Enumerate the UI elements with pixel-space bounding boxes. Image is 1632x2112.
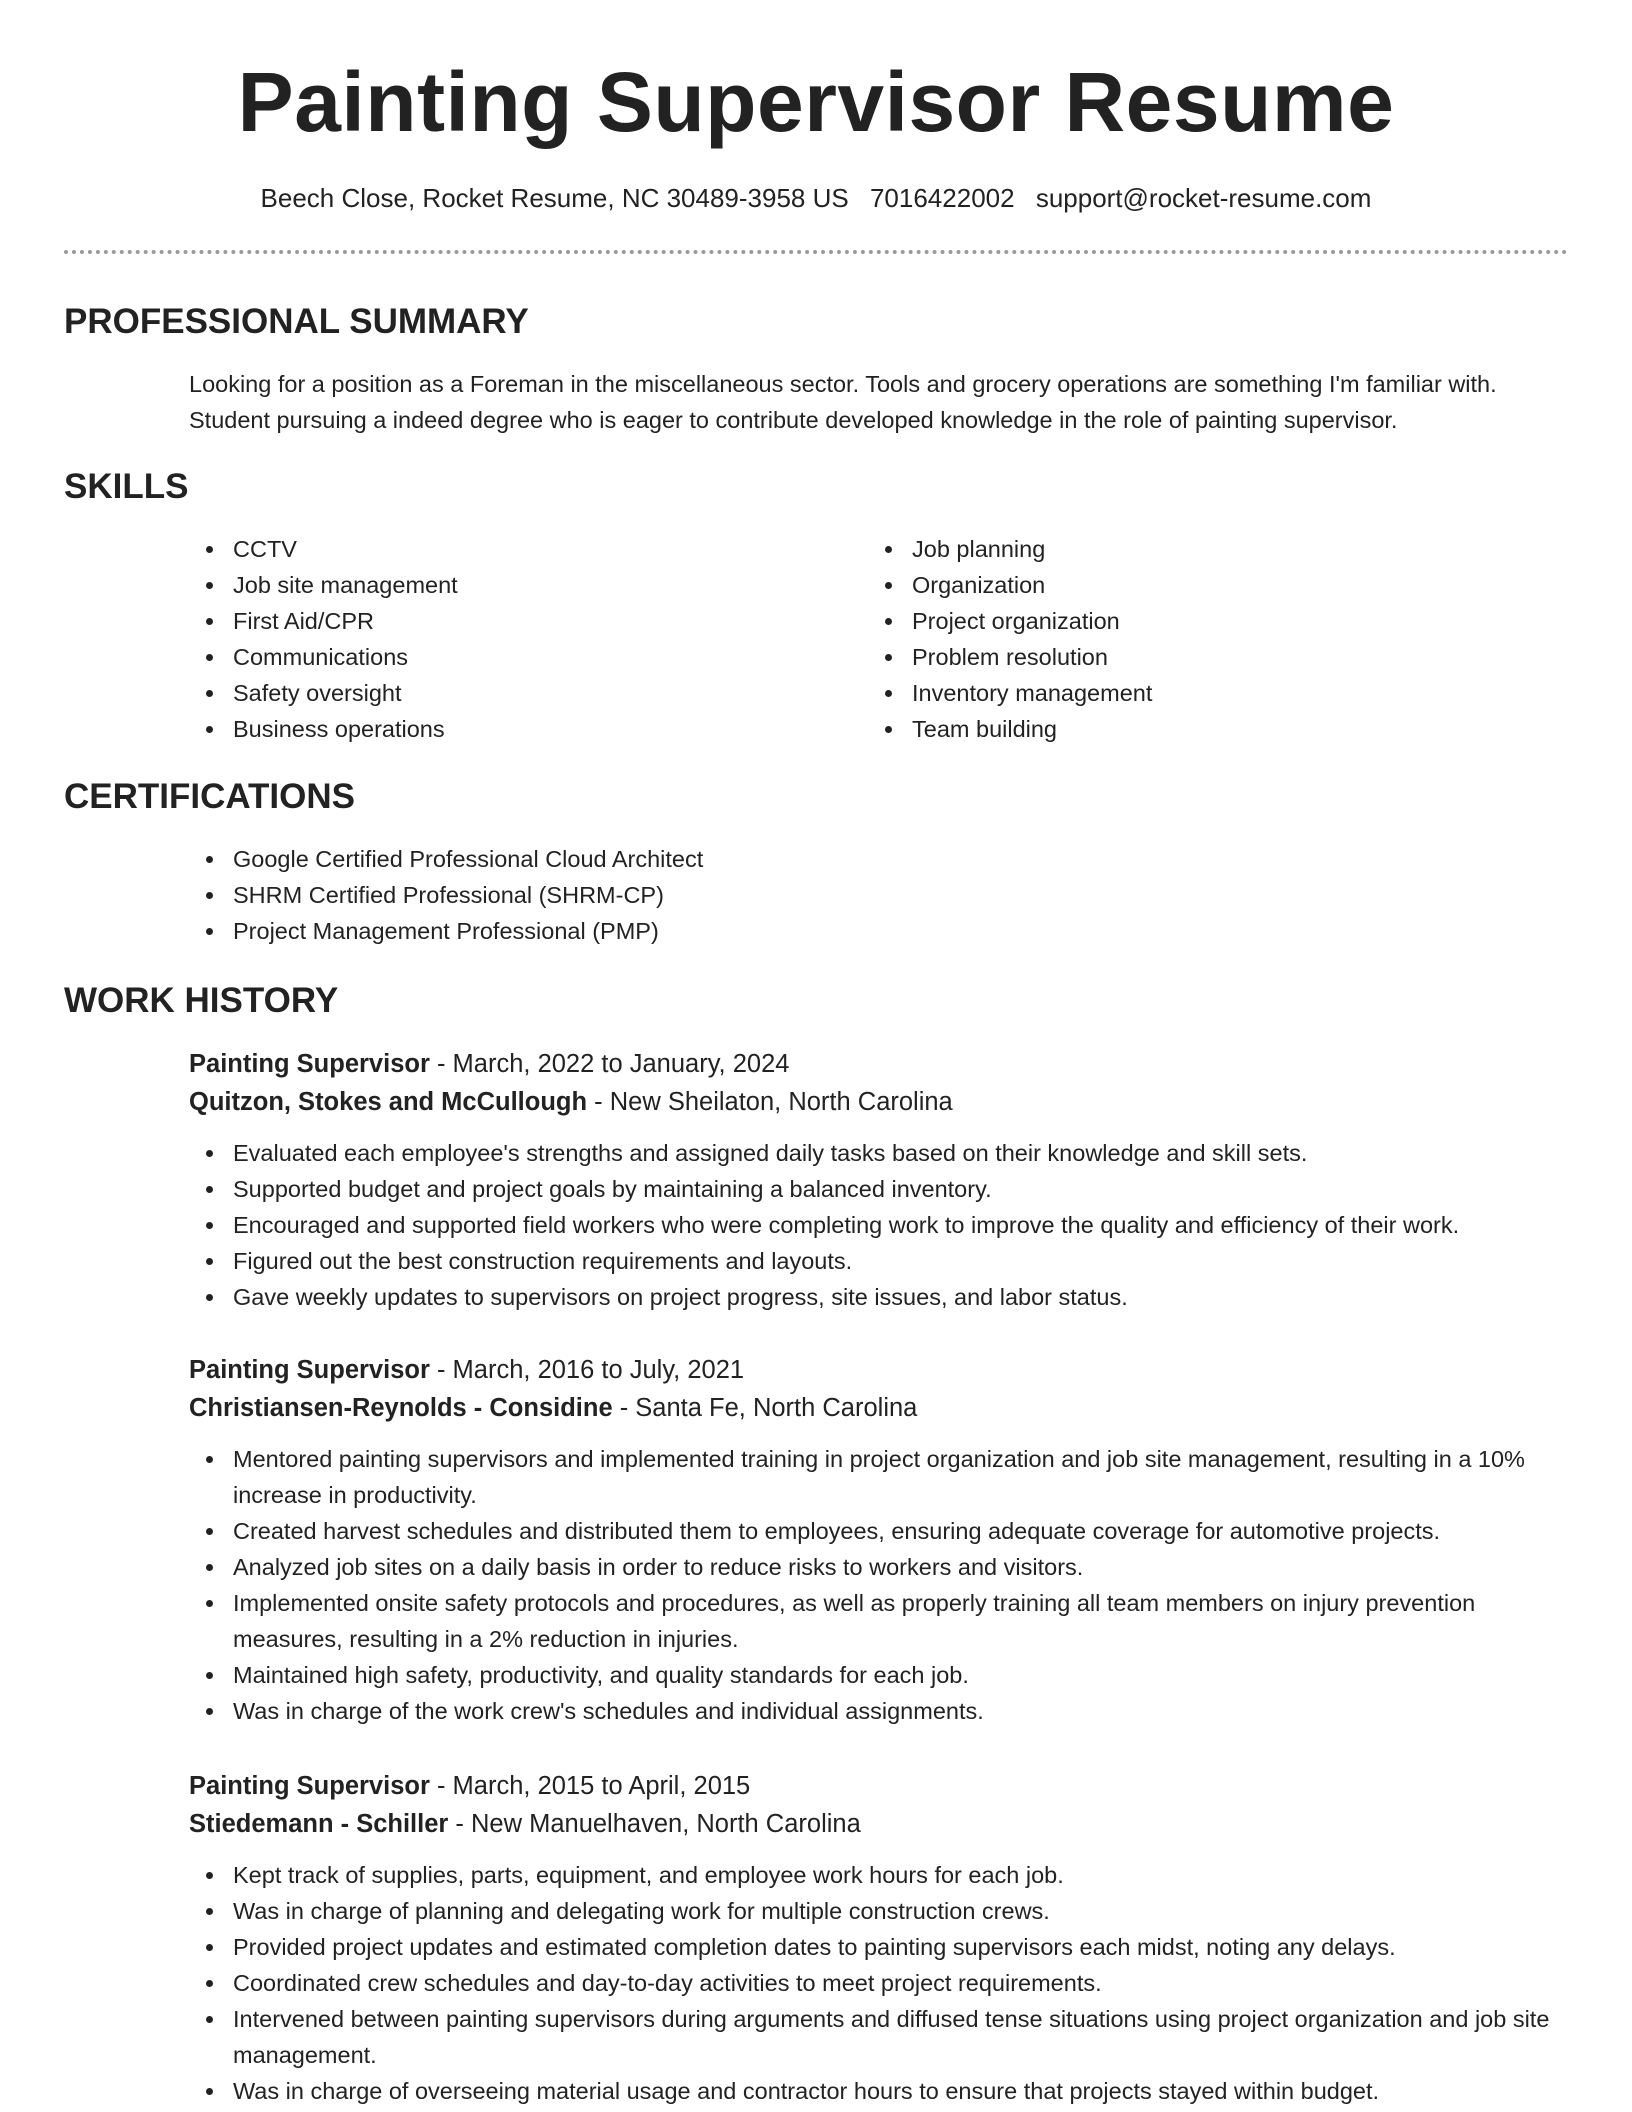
summary-text: Looking for a position as a Foreman in the miscellaneous sector. Tools and grocery operations are something I'm familiar with. Student pursuing a indeed degree who is eager to contribute developed knowledge in the role of painting supervisor. [189,371,1497,433]
job-bullet: Kept track of supplies, parts, equipment, and employee work hours for each job. [189,1857,1569,1893]
skill-item: Problem resolution [868,639,1468,675]
job-title: Painting Supervisor [189,1356,430,1384]
skills-list-right [868,531,1468,747]
certification-item: Project Management Professional (PMP) [189,913,1569,949]
job-bullet: Evaluated each employee's strengths and assigned daily tasks based on their knowledge and skill sets. [189,1135,1569,1171]
job-company-line [189,1389,1569,1427]
certifications-heading: CERTIFICATIONS [64,777,356,816]
skill-item: Safety oversight [189,675,789,711]
skills-list-left [189,531,789,747]
job-company: Stiedemann - Schiller [189,1810,449,1838]
job-title: Painting Supervisor [189,1050,430,1078]
skill-item: Business operations [189,711,789,747]
job-bullet: Implemented onsite safety protocols and procedures, as well as properly training all team members on injury prevention measures, resulting in a 2% reduction in injuries. [189,1585,1569,1657]
certification-item: Google Certified Professional Cloud Architect [189,841,1569,877]
skill-item: Inventory management [868,675,1468,711]
skill-item: Project organization [868,603,1468,639]
job-bullet: Figured out the best construction requirements and layouts. [189,1243,1569,1279]
job-bullet: Intervened between painting supervisors during arguments and diffused tense situations using project organization and job site management. [189,2001,1569,2073]
job-bullet: Was in charge of the work crew's schedules and individual assignments. [189,1693,1569,1729]
job-location: - New Sheilaton, North Carolina [587,1088,953,1116]
job-bullet: Provided project updates and estimated completion dates to painting supervisors each midst, noting any delays. [189,1929,1569,1965]
job-bullet: Was in charge of overseeing material usage and contractor hours to ensure that projects stayed within budget. [189,2073,1569,2109]
job-company-line [189,1805,1569,1843]
contact-line [0,180,1632,216]
job-title-line [189,1767,1569,1805]
skill-item: CCTV [189,531,789,567]
job-bullets [189,1441,1569,1729]
job-title-line [189,1045,1569,1083]
job-title: Painting Supervisor [189,1772,430,1800]
skill-item: Organization [868,567,1468,603]
contact-phone: 7016422002 [869,183,1015,213]
job-title-line [189,1351,1569,1389]
skill-item: First Aid/CPR [189,603,789,639]
job-bullet: Analyzed job sites on a daily basis in order to reduce risks to workers and visitors. [189,1549,1569,1585]
job-dates: - March, 2022 to January, 2024 [429,1050,790,1078]
certification-item: SHRM Certified Professional (SHRM-CP) [189,877,1569,913]
work-history-heading: WORK HISTORY [64,981,339,1020]
job-bullet: Encouraged and supported field workers who were completing work to improve the quality and efficiency of their work. [189,1207,1569,1243]
job-bullets [189,1135,1569,1315]
job-bullet: Mentored painting supervisors and implemented training in project organization and job site management, resulting in a 10% increase in productivity. [189,1441,1569,1513]
job-entry [189,1767,1569,2109]
skill-item: Job planning [868,531,1468,567]
job-bullet: Was in charge of planning and delegating work for multiple construction crews. [189,1893,1569,1929]
job-dates: - March, 2015 to April, 2015 [429,1772,751,1800]
skill-item: Job site management [189,567,789,603]
skill-item: Communications [189,639,789,675]
job-entry [189,1351,1569,1729]
contact-address: Beech Close, Rocket Resume, NC 30489-3958 US [260,183,849,213]
certifications-list [189,841,1569,949]
header-divider [64,250,1568,254]
job-company-line [189,1083,1569,1121]
job-bullets [189,1857,1569,2109]
job-bullet: Supported budget and project goals by maintaining a balanced inventory. [189,1171,1569,1207]
summary-heading: PROFESSIONAL SUMMARY [64,302,529,341]
contact-email: support@rocket-resume.com [1035,183,1372,213]
page-title: Painting Supervisor Resume [237,55,1395,149]
skills-heading: SKILLS [64,467,189,506]
job-entry [189,1045,1569,1315]
job-bullet: Created harvest schedules and distributed them to employees, ensuring adequate coverage for automotive projects. [189,1513,1569,1549]
skill-item: Team building [868,711,1468,747]
job-bullet: Gave weekly updates to supervisors on project progress, site issues, and labor status. [189,1279,1569,1315]
job-bullet: Coordinated crew schedules and day-to-day activities to meet project requirements. [189,1965,1569,2001]
job-location: - New Manuelhaven, North Carolina [448,1810,861,1838]
job-bullet: Maintained high safety, productivity, and quality standards for each job. [189,1657,1569,1693]
job-company: Quitzon, Stokes and McCullough [189,1088,588,1116]
job-company: Christiansen-Reynolds - Considine [189,1394,613,1422]
job-location: - Santa Fe, North Carolina [612,1394,918,1422]
job-dates: - March, 2016 to July, 2021 [429,1356,745,1384]
